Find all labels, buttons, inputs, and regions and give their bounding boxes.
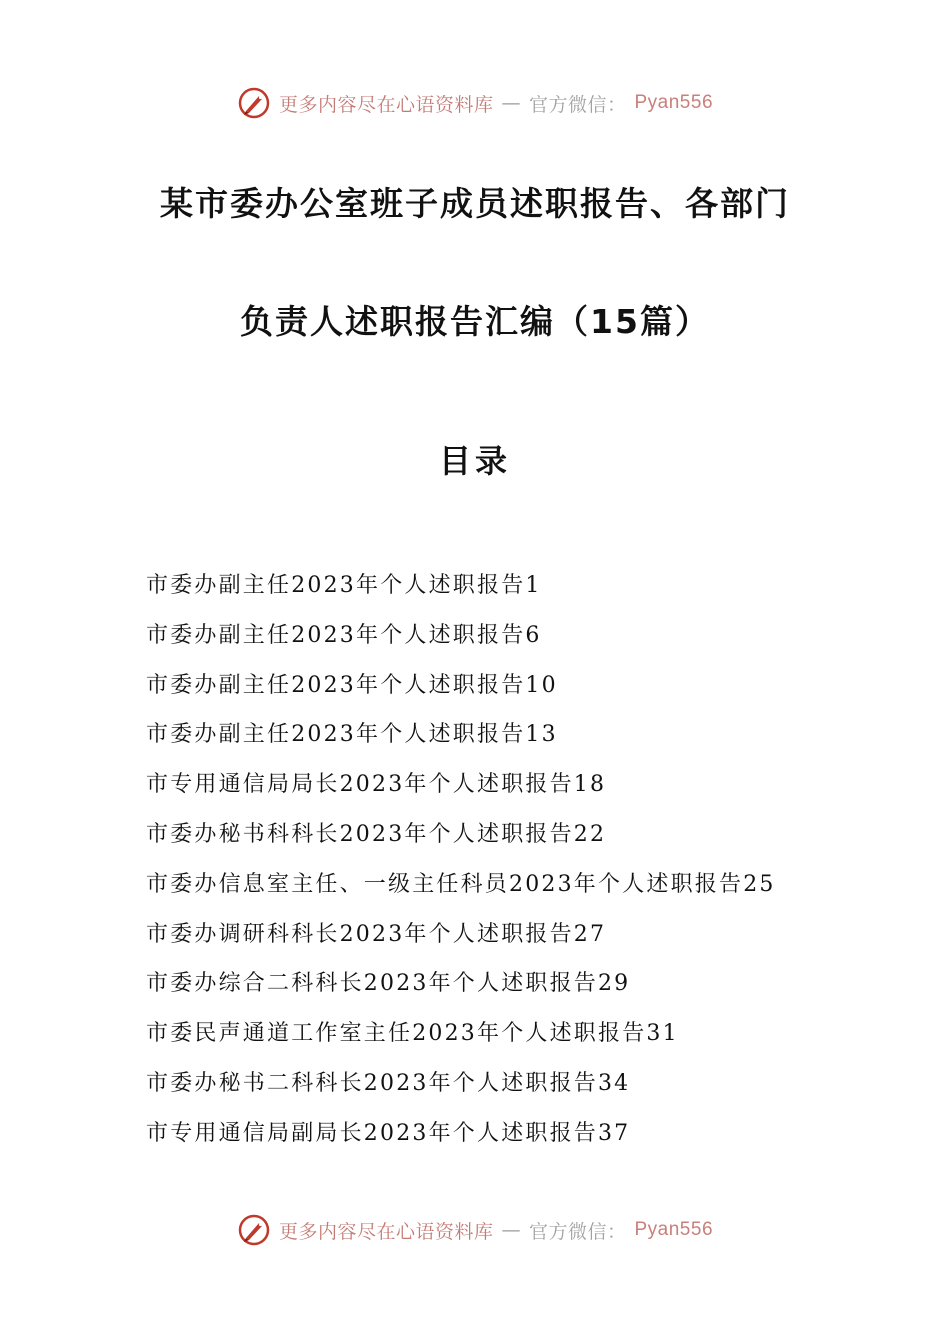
- header-watermark: [0, 86, 950, 120]
- toc-entry[interactable]: 市委办秘书科科长2023年个人述职报告22: [146, 821, 607, 847]
- watermark-wechat-label: 官方微信：: [528, 93, 627, 116]
- toc-entry[interactable]: 市委民声通道工作室主任2023年个人述职报告31: [146, 1021, 679, 1047]
- toc-entry[interactable]: 市委办秘书二科科长2023年个人述职报告34: [146, 1070, 631, 1096]
- toc-entry[interactable]: 市委办副主任2023年个人述职报告10: [146, 672, 558, 698]
- toc-heading: 目录: [438, 442, 511, 480]
- toc-entry[interactable]: 市委办副主任2023年个人述职报告6: [146, 622, 542, 648]
- footer-watermark: [0, 1213, 950, 1247]
- toc-entry[interactable]: 市委办调研科科长2023年个人述职报告27: [146, 921, 607, 947]
- watermark-brand: 更多内容尽在心语资料库: [278, 93, 494, 116]
- watermark-wechat-handle: Pyan556: [634, 92, 714, 113]
- pen-nib-logo-icon: [237, 1213, 271, 1247]
- watermark-wechat-label: 官方微信：: [528, 1220, 627, 1243]
- pen-nib-logo-icon: [237, 86, 271, 120]
- toc-entry[interactable]: 市委办信息室主任、一级主任科员2023年个人述职报告25: [146, 871, 776, 897]
- toc-entry[interactable]: 市专用通信局副局长2023年个人述职报告37: [146, 1120, 631, 1146]
- document-title-line-2: 负责人述职报告汇编（15篇）: [240, 302, 710, 341]
- table-of-contents: [146, 566, 776, 1164]
- watermark-separator: —: [501, 92, 521, 114]
- toc-entry[interactable]: 市委办副主任2023年个人述职报告13: [146, 722, 558, 748]
- watermark-separator: —: [501, 1219, 521, 1241]
- watermark-brand: 更多内容尽在心语资料库: [278, 1220, 494, 1243]
- toc-entry[interactable]: 市专用通信局局长2023年个人述职报告18: [146, 772, 607, 798]
- toc-entry[interactable]: 市委办副主任2023年个人述职报告1: [146, 573, 542, 598]
- watermark-wechat-handle: Pyan556: [634, 1219, 714, 1240]
- document-title-line-1: 某市委办公室班子成员述职报告、各部门: [160, 184, 790, 223]
- toc-entry[interactable]: 市委办综合二科科长2023年个人述职报告29: [146, 971, 631, 997]
